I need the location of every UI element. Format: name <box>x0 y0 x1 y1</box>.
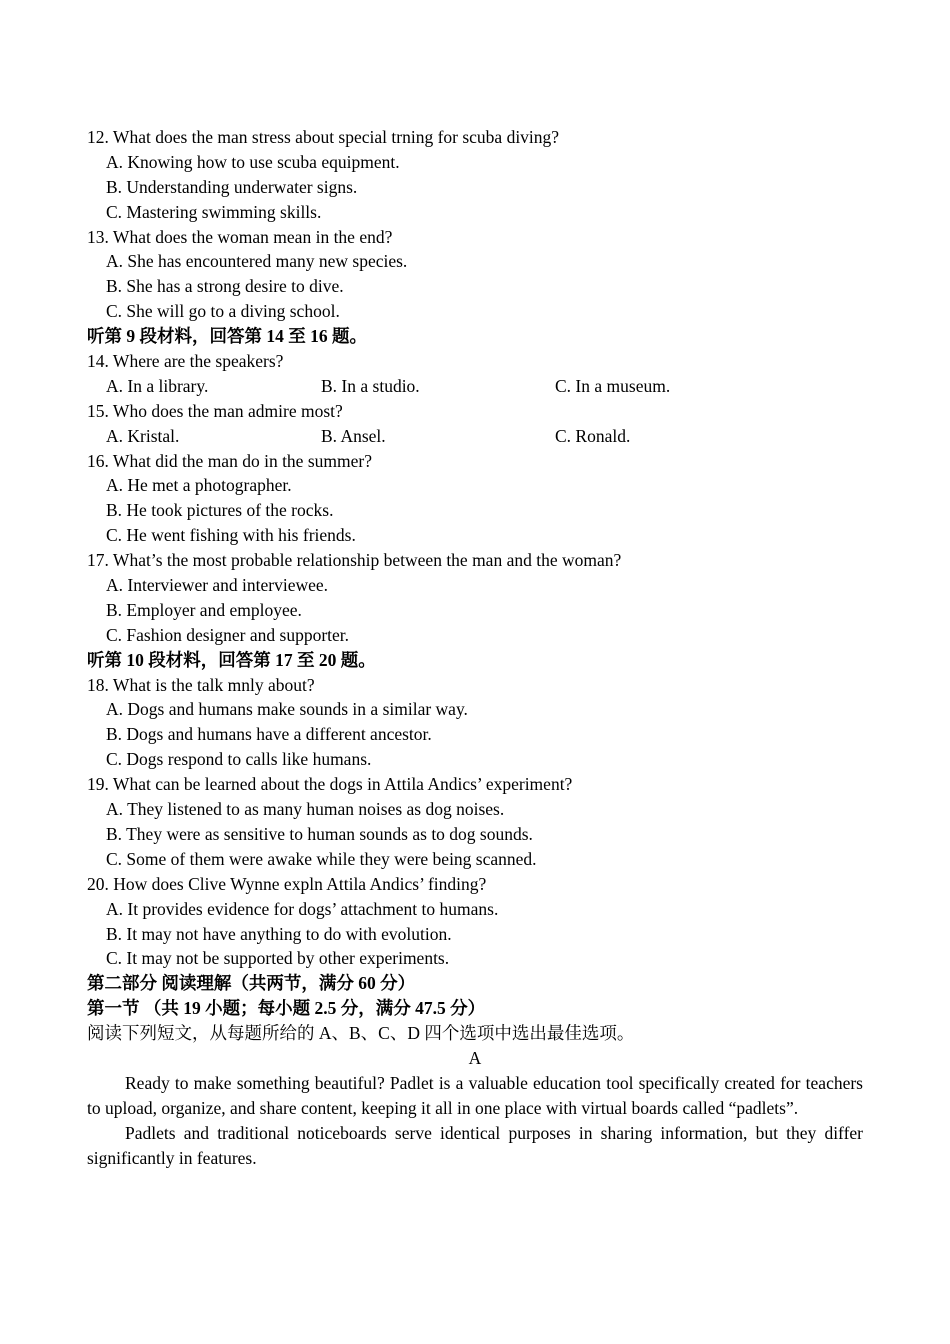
option-b: B. In a studio. <box>321 375 420 396</box>
question-12 <box>87 125 863 225</box>
option-a: A. It provides evidence for dogs’ attachment to humans. <box>106 898 499 919</box>
option-c: C. He went fishing with his friends. <box>106 525 356 546</box>
option-c: C. Fashion designer and supporter. <box>106 624 350 645</box>
question-19 <box>87 772 863 872</box>
option-a: A. She has encountered many new species. <box>106 251 408 272</box>
passage-paragraph: Padlets and traditional noticeboards serve identical purposes in sharing information, but they differ significantly in features. <box>87 1122 863 1168</box>
option-c: C. She will go to a diving school. <box>106 301 340 322</box>
question-18 <box>87 673 863 773</box>
option-b: B. She has a strong desire to dive. <box>106 276 344 297</box>
question-stem: 18. What is the talk mnly about? <box>87 674 315 695</box>
option-b: B. Ansel. <box>321 425 386 446</box>
question-13 <box>87 225 863 325</box>
question-stem: 16. What did the man do in the summer? <box>87 450 372 471</box>
option-a: A. Kristal. <box>106 425 180 446</box>
option-a: A. They listened to as many human noises as dog noises. <box>106 799 505 820</box>
option-a: A. Knowing how to use scuba equipment. <box>106 151 400 172</box>
option-c: C. It may not be supported by other experiments. <box>106 948 450 969</box>
option-a: A. In a library. <box>106 375 209 396</box>
option-b: B. It may not have anything to do with evolution. <box>106 923 452 944</box>
option-b: B. Employer and employee. <box>106 599 302 620</box>
section-1-header: 第一节 （共 19 小题；每小题 2.5 分，满分 47.5 分） <box>87 998 486 1019</box>
question-stem: 15. Who does the man admire most? <box>87 400 343 421</box>
option-a: A. Dogs and humans make sounds in a similar way. <box>106 699 468 720</box>
instruction-text: 阅读下列短文，从每题所给的 A、B、C、D 四个选项中选出最佳选项。 <box>87 1023 635 1044</box>
section-9-header: 听第 9 段材料，回答第 14 至 16 题。 <box>87 326 367 347</box>
question-20 <box>87 872 863 972</box>
option-a: A. Interviewer and interviewee. <box>106 575 329 596</box>
option-a: A. He met a photographer. <box>106 475 292 496</box>
question-15 <box>87 399 863 449</box>
question-stem: 14. Where are the speakers? <box>87 351 284 372</box>
exam-page <box>87 125 863 1170</box>
part-2-header: 第二部分 阅读理解（共两节，满分 60 分） <box>87 973 416 994</box>
question-14 <box>87 349 863 399</box>
options-row <box>87 374 863 399</box>
question-17 <box>87 548 863 648</box>
passage-label: A <box>468 1047 482 1068</box>
option-c: C. Ronald. <box>555 425 631 446</box>
option-b: B. Understanding underwater signs. <box>106 176 358 197</box>
option-b: B. They were as sensitive to human sounds as to dog sounds. <box>106 823 533 844</box>
option-c: C. Mastering swimming skills. <box>106 201 322 222</box>
options-row <box>87 424 863 449</box>
option-b: B. He took pictures of the rocks. <box>106 500 334 521</box>
passage-paragraph: Ready to make something beautiful? Padlet is a valuable education tool specifically created for teachers to upload, organize, and share content, keeping it all in one place with virtual boards called “padlets”. <box>87 1072 863 1118</box>
option-c: C. Some of them were awake while they were being scanned. <box>106 848 537 869</box>
option-c: C. Dogs respond to calls like humans. <box>106 749 372 770</box>
question-stem: 13. What does the woman mean in the end? <box>87 226 393 247</box>
option-c: C. In a museum. <box>555 375 671 396</box>
option-b: B. Dogs and humans have a different ancestor. <box>106 724 432 745</box>
question-stem: 20. How does Clive Wynne expln Attila Andics’ finding? <box>87 873 487 894</box>
question-stem: 19. What can be learned about the dogs in Attila Andics’ experiment? <box>87 774 573 795</box>
question-stem: 17. What’s the most probable relationship between the man and the woman? <box>87 550 622 571</box>
question-stem: 12. What does the man stress about special trning for scuba diving? <box>87 127 560 147</box>
section-10-header: 听第 10 段材料，回答第 17 至 20 题。 <box>87 649 376 670</box>
question-16 <box>87 449 863 549</box>
